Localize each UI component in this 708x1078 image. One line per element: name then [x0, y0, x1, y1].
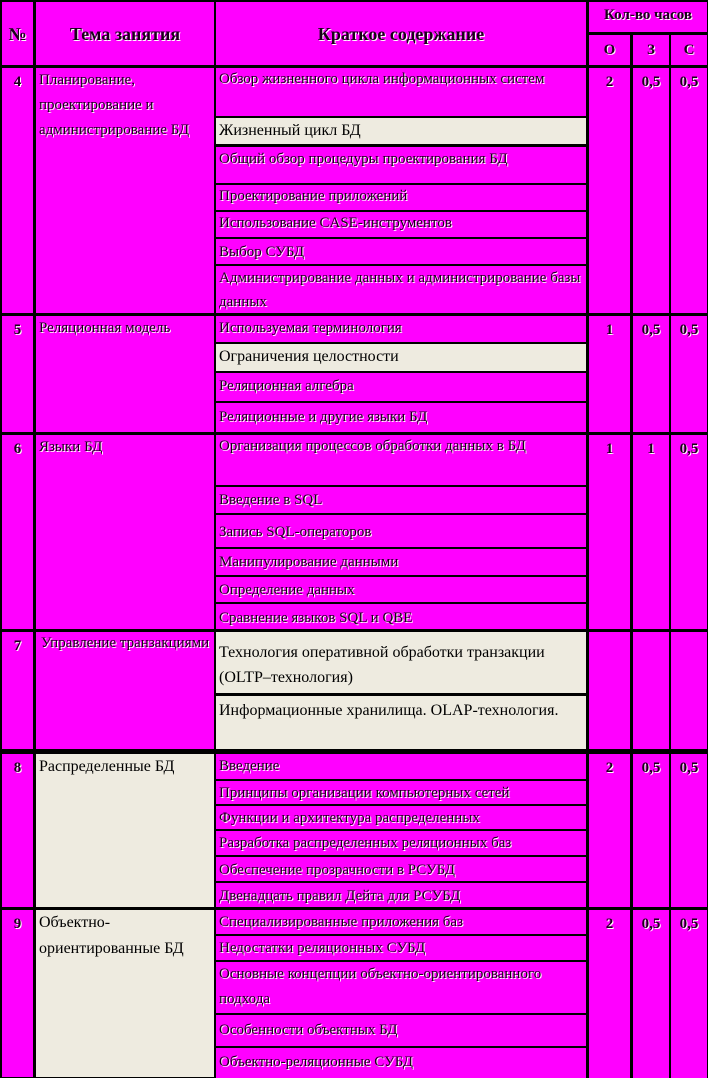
summary-item: Манипулирование данными — [216, 549, 586, 575]
row-number: 5 — [2, 316, 33, 432]
header-no: № — [2, 2, 33, 65]
summary-item: Введение — [216, 754, 586, 779]
summary-item: Обзор жизненного цикла информационных систем — [216, 68, 586, 116]
hours-s: 0,5 — [671, 754, 707, 907]
row-number: 6 — [2, 435, 33, 629]
summary-item: Функции и архитектура распределенных — [216, 806, 586, 829]
summary-item: Двенадцать правил Дейта для РСУБД — [216, 883, 586, 907]
summary-item: Принципы организации компьютерных сетей — [216, 781, 586, 804]
summary-item: Введение в SQL — [216, 487, 586, 513]
summary-item: Обеспечение прозрачности в РСУБД — [216, 857, 586, 881]
header-z: З — [633, 35, 669, 65]
summary-item: Информационные хранилища. OLAP-технология. — [216, 696, 586, 749]
row-number: 4 — [2, 68, 33, 313]
summary-item: Объектно-реляционные СУБД — [216, 1048, 586, 1078]
hours-z — [633, 632, 669, 749]
summary-item: Реляционные и другие языки БД — [216, 403, 586, 432]
summary-item: Сравнение языков SQL и QBE — [216, 604, 586, 629]
summary-item: Использование CASE-инструментов — [216, 212, 586, 237]
summary-item: Специализированные приложения баз — [216, 910, 586, 934]
row-topic: Управление транзакциями — [36, 632, 214, 749]
summary-item: Выбор СУБД — [216, 239, 586, 264]
row-number: 7 — [2, 632, 33, 749]
summary-item: Организация процессов обработки данных в БД — [216, 435, 586, 485]
hours-z: 0,5 — [633, 68, 669, 313]
hours-z: 1 — [633, 435, 669, 629]
summary-item: Администрирование данных и администрирование базы данных — [216, 266, 586, 313]
summary-item: Ограничения целостности — [216, 344, 586, 371]
hours-z: 0,5 — [633, 754, 669, 907]
header-topic: Тема занятия — [36, 2, 214, 65]
hours-s: 0,5 — [671, 910, 707, 1078]
summary-item: Определение данных — [216, 577, 586, 602]
hours-o — [589, 632, 630, 749]
summary-item: Запись SQL-операторов — [216, 515, 586, 547]
hours-z: 0,5 — [633, 316, 669, 432]
row-number: 9 — [2, 910, 33, 1077]
summary-item: Общий обзор процедуры проектирования БД — [216, 147, 586, 183]
row-topic: Объектно-ориентированные БД — [36, 910, 214, 1077]
hours-s — [671, 632, 707, 749]
summary-item: Проектирование приложений — [216, 185, 586, 210]
summary-item: Технология оперативной обработки транзакции (OLTP–технология) — [216, 632, 586, 693]
hours-s: 0,5 — [671, 435, 707, 629]
row-number: 8 — [2, 754, 33, 907]
header-hours: Кол-во часов — [589, 2, 707, 32]
row-topic: Планирование, проектирование и администрирование БД — [36, 68, 214, 313]
row-topic: Реляционная модель — [36, 316, 214, 432]
hours-o: 1 — [589, 435, 630, 629]
hours-o: 1 — [589, 316, 630, 432]
summary-item: Основные концепции объектно-ориентированного подхода — [216, 962, 586, 1013]
summary-item: Разработка распределенных реляционных баз — [216, 831, 586, 855]
summary-item: Особенности объектных БД — [216, 1015, 586, 1046]
summary-item: Реляционная алгебра — [216, 373, 586, 401]
hours-o: 2 — [589, 68, 630, 313]
header-o: О — [589, 35, 630, 65]
row-topic: Распределенные БД — [36, 754, 214, 907]
summary-item: Жизненный цикл БД — [216, 118, 586, 144]
header-summary: Краткое содержание — [216, 2, 586, 65]
hours-z: 0,5 — [633, 910, 669, 1078]
hours-o: 2 — [589, 910, 630, 1078]
summary-item: Используемая терминология — [216, 316, 586, 342]
row-topic: Языки БД — [36, 435, 214, 629]
hours-s: 0,5 — [671, 316, 707, 432]
hours-s: 0,5 — [671, 68, 707, 313]
hours-o: 2 — [589, 754, 630, 907]
header-s: С — [671, 35, 707, 65]
summary-item: Недостатки реляционных СУБД — [216, 936, 586, 960]
